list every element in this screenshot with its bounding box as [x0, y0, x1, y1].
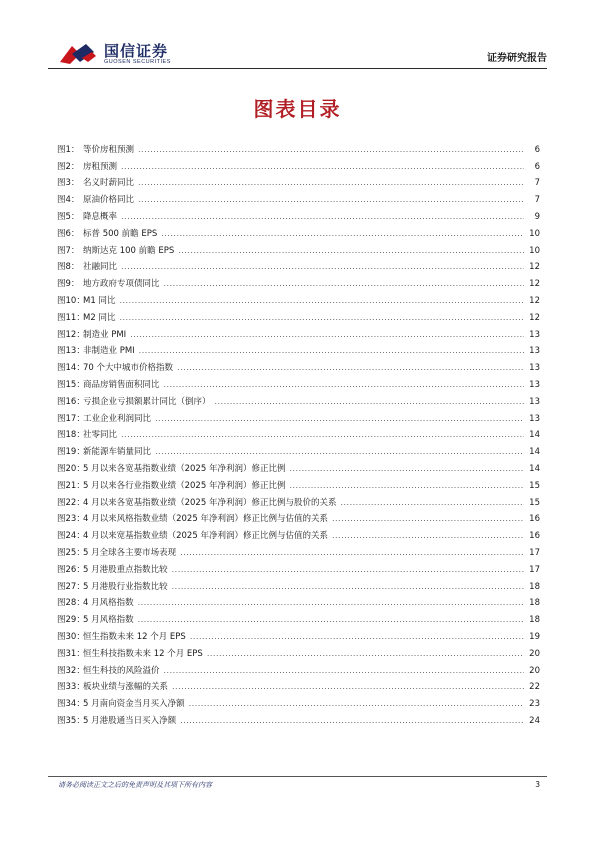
toc-entry-page: 24: [529, 715, 540, 726]
toc-entry-page: 22: [529, 682, 540, 693]
toc-entry-title: 5 月港股重点指数比较: [83, 564, 168, 575]
toc-entry-title: 4 月以来风格指数业绩（2025 年净利润）修正比例与估值的关系: [83, 514, 328, 525]
toc-leader-dots: [161, 228, 524, 240]
toc-entry-title: 4 月以来宽基指数业绩（2025 年净利润）修正比例与估值的关系: [83, 531, 328, 542]
toc-entry[interactable]: [57, 492, 540, 509]
toc-leader-dots: [164, 379, 524, 391]
toc-entry-title: 房租预测: [83, 161, 118, 172]
toc-entry-number: 图21：: [57, 480, 85, 491]
toc-entry-page: 12: [529, 312, 540, 323]
toc-entry[interactable]: [57, 391, 540, 408]
toc-entry-label: [57, 329, 126, 341]
toc-entry[interactable]: [57, 559, 540, 576]
toc-entry-number: 图19：: [57, 447, 85, 458]
guosen-logo: [58, 40, 218, 70]
toc-entry-page: 13: [529, 379, 540, 390]
footer-divider: [48, 776, 547, 777]
toc-entry-number: 图14：: [57, 363, 85, 374]
toc-entry-label: [57, 513, 328, 525]
toc-entry-number: 图22：: [57, 497, 85, 508]
toc-entry-label: [57, 177, 134, 189]
toc-entry-title: 5 月港股行业指数比较: [83, 581, 168, 592]
guosen-logo-icon: [58, 42, 98, 66]
toc-entry-number: 图18：: [57, 430, 85, 441]
toc-entry-number: 图26：: [57, 564, 85, 575]
toc-leader-dots: [289, 480, 524, 492]
toc-entry[interactable]: [57, 189, 540, 206]
toc-entry-page: 15: [529, 497, 540, 508]
toc-entry[interactable]: [57, 475, 540, 492]
toc-leader-dots: [130, 329, 524, 341]
toc-entry-page: 20: [529, 648, 540, 659]
toc-entry-title: 5 月风格指数: [83, 615, 134, 626]
toc-leader-dots: [121, 211, 524, 223]
toc-entry-page: 13: [529, 346, 540, 357]
toc-entry[interactable]: [57, 173, 540, 190]
toc-entry-title: 社零同比: [83, 430, 118, 441]
toc-entry-label: [57, 194, 134, 206]
toc-entry[interactable]: [57, 458, 540, 475]
toc-entry-number: 图27：: [57, 581, 85, 592]
toc-entry-number: 图5：: [57, 211, 80, 222]
toc-leader-dots: [180, 715, 524, 727]
toc-entry-label: [57, 261, 117, 273]
toc-leader-dots: [177, 362, 524, 374]
toc-entry-title: M1 同比: [83, 295, 116, 306]
toc-entry-page: 18: [529, 598, 540, 609]
toc-entry-page: 18: [529, 581, 540, 592]
toc-entry-title: 社融同比: [83, 262, 118, 273]
toc-leader-dots: [172, 681, 524, 693]
toc-entry-label: [57, 362, 173, 374]
toc-leader-dots: [340, 497, 524, 509]
toc-entry-number: 图35：: [57, 715, 85, 726]
toc-entry-page: 6: [534, 161, 540, 172]
toc-entry-label: [57, 295, 115, 307]
toc-entry-number: 图31：: [57, 648, 85, 659]
toc-leader-dots: [138, 597, 524, 609]
toc-entry[interactable]: [57, 525, 540, 542]
toc-entry-label: [57, 597, 134, 609]
toc-entry-title: 制造业 PMI: [83, 329, 127, 340]
header-divider: [48, 68, 547, 69]
toc-entry-title: 纳斯达克 100 前瞻 EPS: [83, 245, 175, 256]
toc-entry-number: 图6：: [57, 228, 80, 239]
toc-entry-number: 图10：: [57, 295, 85, 306]
toc-list: [57, 139, 540, 727]
toc-leader-dots: [164, 278, 524, 290]
toc-leader-dots: [155, 413, 524, 425]
toc-entry-title: 5 月港股通当日买入净额: [83, 715, 177, 726]
toc-entry[interactable]: [57, 240, 540, 257]
toc-entry-page: 6: [534, 144, 540, 155]
toc-leader-dots: [189, 698, 524, 710]
toc-entry-page: 7: [534, 178, 540, 189]
toc-leader-dots: [138, 194, 524, 206]
page-header: [48, 40, 547, 70]
toc-entry-page: 16: [529, 531, 540, 542]
toc-entry-page: 13: [529, 329, 540, 340]
toc-entry[interactable]: [57, 139, 540, 156]
toc-entry-page: 12: [529, 262, 540, 273]
toc-entry-number: 图25：: [57, 547, 85, 558]
toc-leader-dots: [172, 581, 524, 593]
toc-entry-number: 图24：: [57, 531, 85, 542]
toc-entry-label: [57, 698, 185, 710]
toc-leader-dots: [190, 631, 524, 643]
toc-entry-number: 图13：: [57, 346, 85, 357]
toc-entry[interactable]: [57, 206, 540, 223]
toc-entry-page: 7: [534, 195, 540, 206]
toc-entry-title: 非制造业 PMI: [83, 346, 135, 357]
toc-leader-dots: [215, 396, 524, 408]
toc-entry-number: 图15：: [57, 379, 85, 390]
toc-entry-page: 16: [529, 514, 540, 525]
toc-entry-page: 13: [529, 413, 540, 424]
toc-entry-label: [57, 312, 115, 324]
toc-entry[interactable]: [57, 290, 540, 307]
toc-entry-label: [57, 648, 203, 660]
toc-entry-page: 23: [529, 699, 540, 710]
toc-entry-title: M2 同比: [83, 312, 116, 323]
toc-entry[interactable]: [57, 660, 540, 677]
toc-entry-label: [57, 480, 285, 492]
toc-entry-label: [57, 614, 134, 626]
toc-entry-title: 5 月南向资金当月买入净额: [83, 699, 185, 710]
toc-entry[interactable]: [57, 273, 540, 290]
toc-entry-number: 图16：: [57, 396, 85, 407]
footer-disclaimer: 请务必阅读正文之后的免责声明及其项下所有内容: [58, 781, 212, 789]
toc-entry-number: 图1：: [57, 144, 80, 155]
toc-entry-label: [57, 715, 176, 727]
toc-entry[interactable]: [57, 609, 540, 626]
toc-entry-page: 14: [529, 430, 540, 441]
logo-english-name: GUOSEN SECURITIES: [104, 59, 171, 65]
page-title: 图表目录: [253, 97, 342, 121]
toc-leader-dots: [332, 513, 524, 525]
toc-entry[interactable]: [57, 542, 540, 559]
toc-entry-page: 20: [529, 665, 540, 676]
toc-leader-dots: [121, 429, 524, 441]
report-type-label: 证券研究报告: [487, 53, 547, 64]
toc-entry-title: 5 月以来各宽基指数业绩（2025 年净利润）修正比例: [83, 463, 286, 474]
toc-leader-dots: [164, 665, 524, 677]
toc-entry[interactable]: [57, 324, 540, 341]
toc-entry[interactable]: [57, 677, 540, 694]
toc-entry-page: 14: [529, 463, 540, 474]
toc-entry-label: [57, 413, 151, 425]
toc-entry-label: [57, 429, 117, 441]
toc-entry-number: 图34：: [57, 699, 85, 710]
toc-entry-label: [57, 446, 151, 458]
toc-entry-page: 17: [529, 564, 540, 575]
toc-leader-dots: [121, 261, 524, 273]
toc-entry-label: [57, 631, 186, 643]
toc-entry-number: 图9：: [57, 279, 80, 290]
toc-entry-page: 18: [529, 615, 540, 626]
toc-leader-dots: [180, 547, 524, 559]
toc-entry[interactable]: [57, 693, 540, 710]
toc-entry-title: 地方政府专项债同比: [83, 279, 160, 290]
toc-entry-label: [57, 245, 174, 257]
toc-entry-page: 9: [534, 211, 540, 222]
toc-entry-title: 5 月全球各主要市场表现: [83, 547, 177, 558]
toc-entry[interactable]: [57, 441, 540, 458]
toc-entry-title: 商品房销售面积同比: [83, 379, 160, 390]
toc-leader-dots: [138, 614, 524, 626]
toc-entry-title: 恒生指数未来 12 个月 EPS: [83, 631, 186, 642]
toc-leader-dots: [138, 144, 524, 156]
toc-entry-title: 标普 500 前瞻 EPS: [83, 228, 158, 239]
toc-entry-label: [57, 530, 328, 542]
logo-chinese-name: 国信证券: [104, 42, 169, 60]
toc-entry-title: 5 月以来各行业指数业绩（2025 年净利润）修正比例: [83, 480, 286, 491]
toc-entry-label: [57, 161, 117, 173]
toc-entry-title: 板块业绩与涨幅的关系: [83, 682, 169, 693]
toc-entry[interactable]: [57, 643, 540, 660]
toc-entry-label: [57, 228, 157, 240]
page-number: 3: [535, 780, 540, 789]
toc-leader-dots: [332, 530, 524, 542]
toc-entry-number: 图11：: [57, 312, 85, 323]
toc-leader-dots: [119, 312, 524, 324]
toc-entry-number: 图32：: [57, 665, 85, 676]
toc-entry-page: 13: [529, 363, 540, 374]
toc-entry-label: [57, 463, 285, 475]
toc-entry-number: 图28：: [57, 598, 85, 609]
toc-entry-number: 图4：: [57, 195, 80, 206]
toc-entry[interactable]: [57, 408, 540, 425]
toc-entry[interactable]: [57, 509, 540, 526]
toc-leader-dots: [121, 161, 524, 173]
toc-entry-page: 17: [529, 547, 540, 558]
toc-entry-number: 图29：: [57, 615, 85, 626]
toc-entry[interactable]: [57, 341, 540, 358]
toc-entry[interactable]: [57, 425, 540, 442]
toc-entry[interactable]: [57, 576, 540, 593]
toc-entry-number: 图3：: [57, 178, 80, 189]
toc-entry-page: 15: [529, 480, 540, 491]
toc-entry-label: [57, 581, 168, 593]
toc-entry-number: 图30：: [57, 631, 85, 642]
toc-leader-dots: [289, 463, 524, 475]
toc-entry[interactable]: [57, 710, 540, 727]
toc-leader-dots: [178, 245, 524, 257]
toc-entry-number: 图2：: [57, 161, 80, 172]
toc-entry-number: 图20：: [57, 463, 85, 474]
toc-entry-title: 4 月风格指数: [83, 598, 134, 609]
toc-entry-label: [57, 345, 135, 357]
toc-entry-title: 新能源车销量同比: [83, 447, 152, 458]
toc-entry-number: 图33：: [57, 682, 85, 693]
toc-entry[interactable]: [57, 593, 540, 610]
toc-entry[interactable]: [57, 357, 540, 374]
toc-entry-title: 恒生科技指数未来 12 个月 EPS: [83, 648, 203, 659]
toc-entry-page: 13: [529, 396, 540, 407]
toc-entry-page: 10: [529, 228, 540, 239]
toc-leader-dots: [172, 564, 524, 576]
toc-entry-label: [57, 497, 336, 509]
toc-entry-label: [57, 665, 160, 677]
toc-entry-label: [57, 681, 168, 693]
toc-entry-label: [57, 379, 160, 391]
toc-leader-dots: [119, 295, 524, 307]
toc-entry-label: [57, 547, 176, 559]
toc-entry[interactable]: [57, 223, 540, 240]
toc-entry-title: 亏损企业亏损额累计同比（倒序）: [83, 396, 211, 407]
toc-entry-label: [57, 396, 211, 408]
toc-entry-number: 图8：: [57, 262, 80, 273]
toc-entry-number: 图12：: [57, 329, 85, 340]
toc-leader-dots: [207, 648, 524, 660]
toc-entry-title: 恒生科技的风险溢价: [83, 665, 160, 676]
toc-entry-title: 等价房租预测: [83, 144, 135, 155]
toc-entry-page: 10: [529, 245, 540, 256]
toc-entry[interactable]: [57, 374, 540, 391]
toc-leader-dots: [139, 345, 524, 357]
toc-entry-page: 14: [529, 447, 540, 458]
toc-entry-title: 70 个大中城市价格指数: [83, 363, 174, 374]
toc-entry-title: 工业企业利润同比: [83, 413, 152, 424]
toc-entry[interactable]: [57, 626, 540, 643]
toc-entry-title: 名义时薪同比: [83, 178, 135, 189]
toc-entry-number: 图7：: [57, 245, 80, 256]
toc-entry-number: 图17：: [57, 413, 85, 424]
toc-entry-label: [57, 278, 160, 290]
toc-entry[interactable]: [57, 257, 540, 274]
toc-entry-label: [57, 564, 168, 576]
toc-leader-dots: [138, 177, 524, 189]
toc-entry[interactable]: [57, 307, 540, 324]
toc-entry-label: [57, 211, 117, 223]
toc-entry[interactable]: [57, 156, 540, 173]
toc-leader-dots: [155, 446, 524, 458]
toc-entry-label: [57, 144, 134, 156]
toc-entry-title: 降息概率: [83, 211, 118, 222]
toc-entry-title: 原油价格同比: [83, 195, 135, 206]
toc-entry-page: 19: [529, 631, 540, 642]
toc-entry-title: 4 月以来各宽基指数业绩（2025 年净利润）修正比例与股价的关系: [83, 497, 337, 508]
toc-entry-page: 12: [529, 279, 540, 290]
toc-entry-number: 图23：: [57, 514, 85, 525]
toc-entry-page: 12: [529, 295, 540, 306]
